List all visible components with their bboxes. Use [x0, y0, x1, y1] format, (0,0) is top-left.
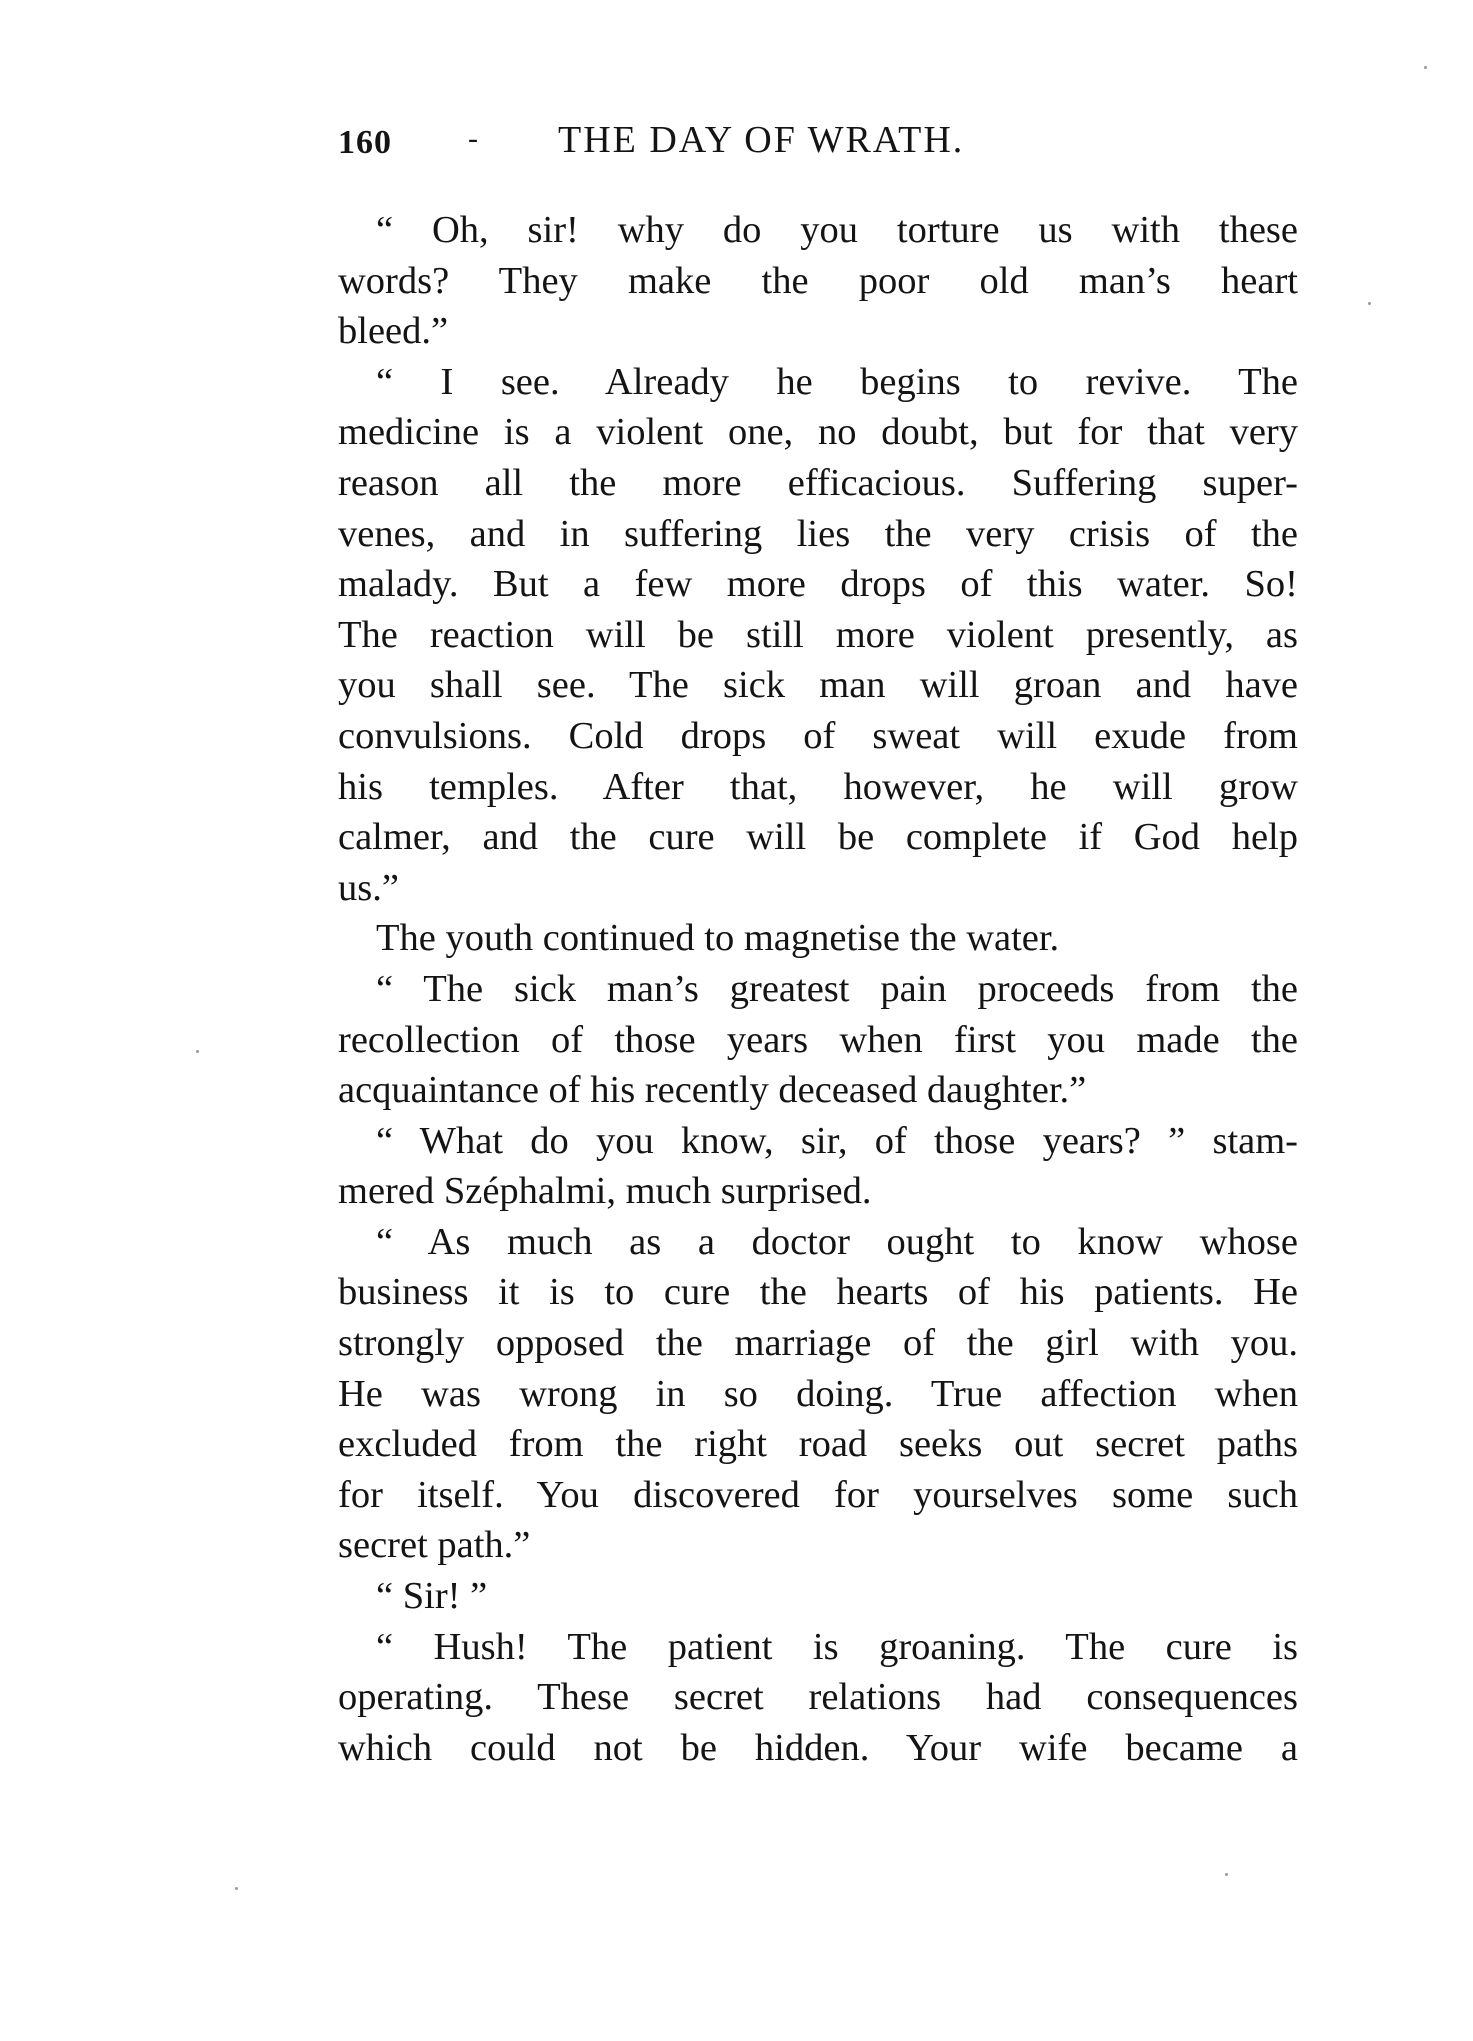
text-line: us.” [338, 866, 399, 909]
text-line: his temples. After that, however, he will grow [338, 765, 1298, 808]
text-line: excluded from the right road seeks out secret paths [338, 1423, 1298, 1466]
text-line: operating. These secret relations had consequences [338, 1676, 1298, 1719]
text-line: “ Sir! ” [376, 1575, 488, 1618]
text-line: acquaintance of his recently deceased daughter.” [338, 1069, 1087, 1112]
header-dash: - [468, 122, 479, 155]
page-header [338, 118, 1298, 168]
text-line: secret path.” [338, 1524, 531, 1567]
text-line: “ Hush! The patient is groaning. The cure is [376, 1625, 1298, 1668]
text-line: for itself. You discovered for yourselves some such [338, 1473, 1298, 1516]
text-line: malady. But a few more drops of this water. So! [338, 563, 1298, 606]
text-line: calmer, and the cure will be complete if God help [338, 816, 1298, 859]
scan-speck [1225, 1873, 1228, 1876]
text-line: bleed.” [338, 310, 449, 353]
text-line: The youth continued to magnetise the water. [376, 917, 1060, 960]
scan-speck [1424, 66, 1427, 69]
text-line: business it is to cure the hearts of his patients. He [338, 1271, 1298, 1314]
text-line: mered Széphalmi, much surprised. [338, 1170, 872, 1213]
text-line: venes, and in suffering lies the very crisis of the [338, 512, 1298, 555]
text-line: “ I see. Already he begins to revive. The [376, 360, 1298, 403]
text-line: strongly opposed the marriage of the girl with you. [338, 1322, 1298, 1365]
text-line: reason all the more efficacious. Suffering super- [338, 461, 1298, 504]
text-line: “ The sick man’s greatest pain proceeds from the [376, 967, 1298, 1010]
running-title: THE DAY OF WRATH. [558, 119, 965, 161]
text-line: “ What do you know, sir, of those years? ” stam- [376, 1119, 1298, 1162]
scan-speck [235, 1887, 238, 1890]
text-line: medicine is a violent one, no doubt, but for that very [338, 411, 1298, 454]
text-line: The reaction will be still more violent presently, as [338, 613, 1298, 656]
text-line: you shall see. The sick man will groan and have [338, 664, 1298, 707]
text-line: which could not be hidden. Your wife became a [338, 1726, 1298, 1769]
scan-speck [1368, 302, 1371, 305]
text-line: “ As much as a doctor ought to know whose [376, 1220, 1298, 1263]
page-number: 160 [338, 124, 392, 161]
body-text [338, 205, 1298, 1773]
text-line: He was wrong in so doing. True affection when [338, 1372, 1298, 1415]
scan-speck [196, 1050, 199, 1053]
text-line: “ Oh, sir! why do you torture us with these [376, 209, 1298, 251]
text-line: convulsions. Cold drops of sweat will exude from [338, 714, 1298, 757]
text-line: words? They make the poor old man’s heart [338, 259, 1298, 302]
text-line: recollection of those years when first you made the [338, 1018, 1298, 1061]
